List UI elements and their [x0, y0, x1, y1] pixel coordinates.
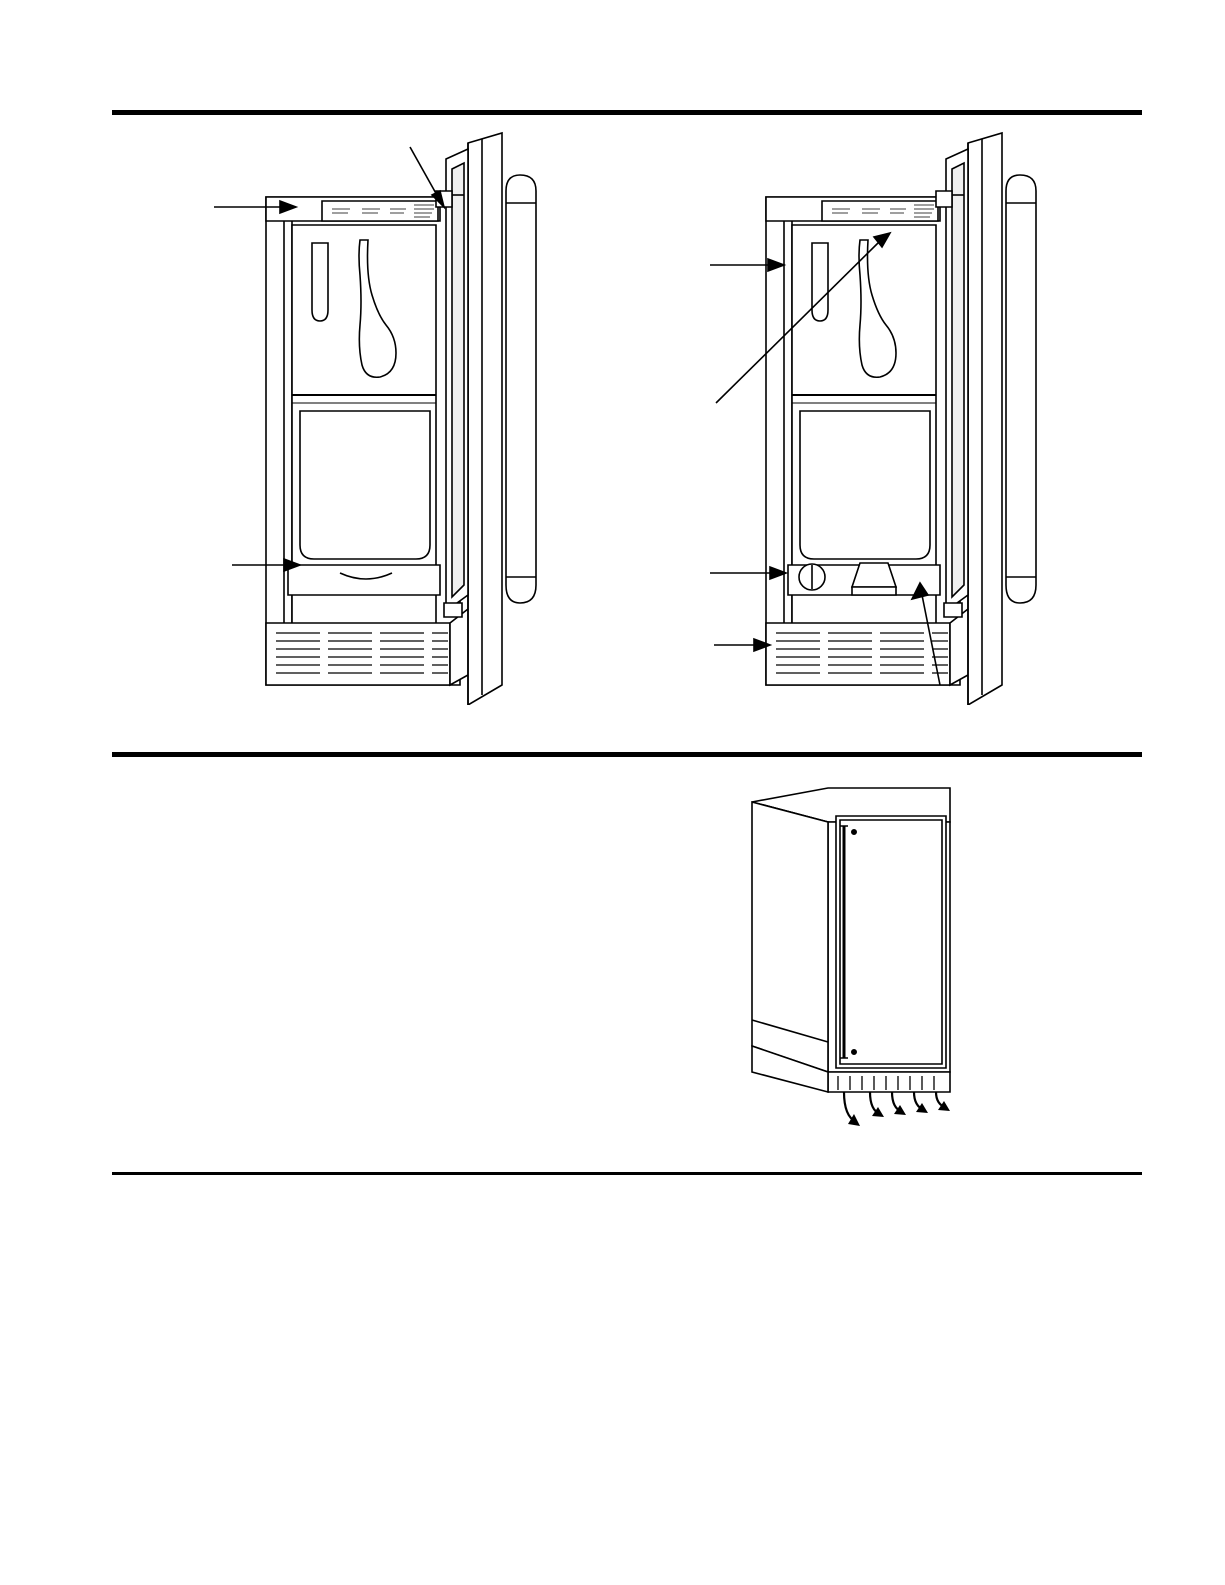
- divider-middle: [112, 752, 1142, 757]
- divider-bottom: [112, 1172, 1142, 1175]
- airflow-arrowheads: [848, 1101, 950, 1126]
- diagram-left-callout-lines: [200, 125, 600, 705]
- diagram-right-callout-lines: [700, 125, 1100, 705]
- airflow-arrows: [844, 1092, 946, 1122]
- ice-maker-front-airflow-view: [740, 780, 1000, 1140]
- diagram-bottom-container: [740, 780, 1000, 1140]
- divider-top: [112, 110, 1142, 115]
